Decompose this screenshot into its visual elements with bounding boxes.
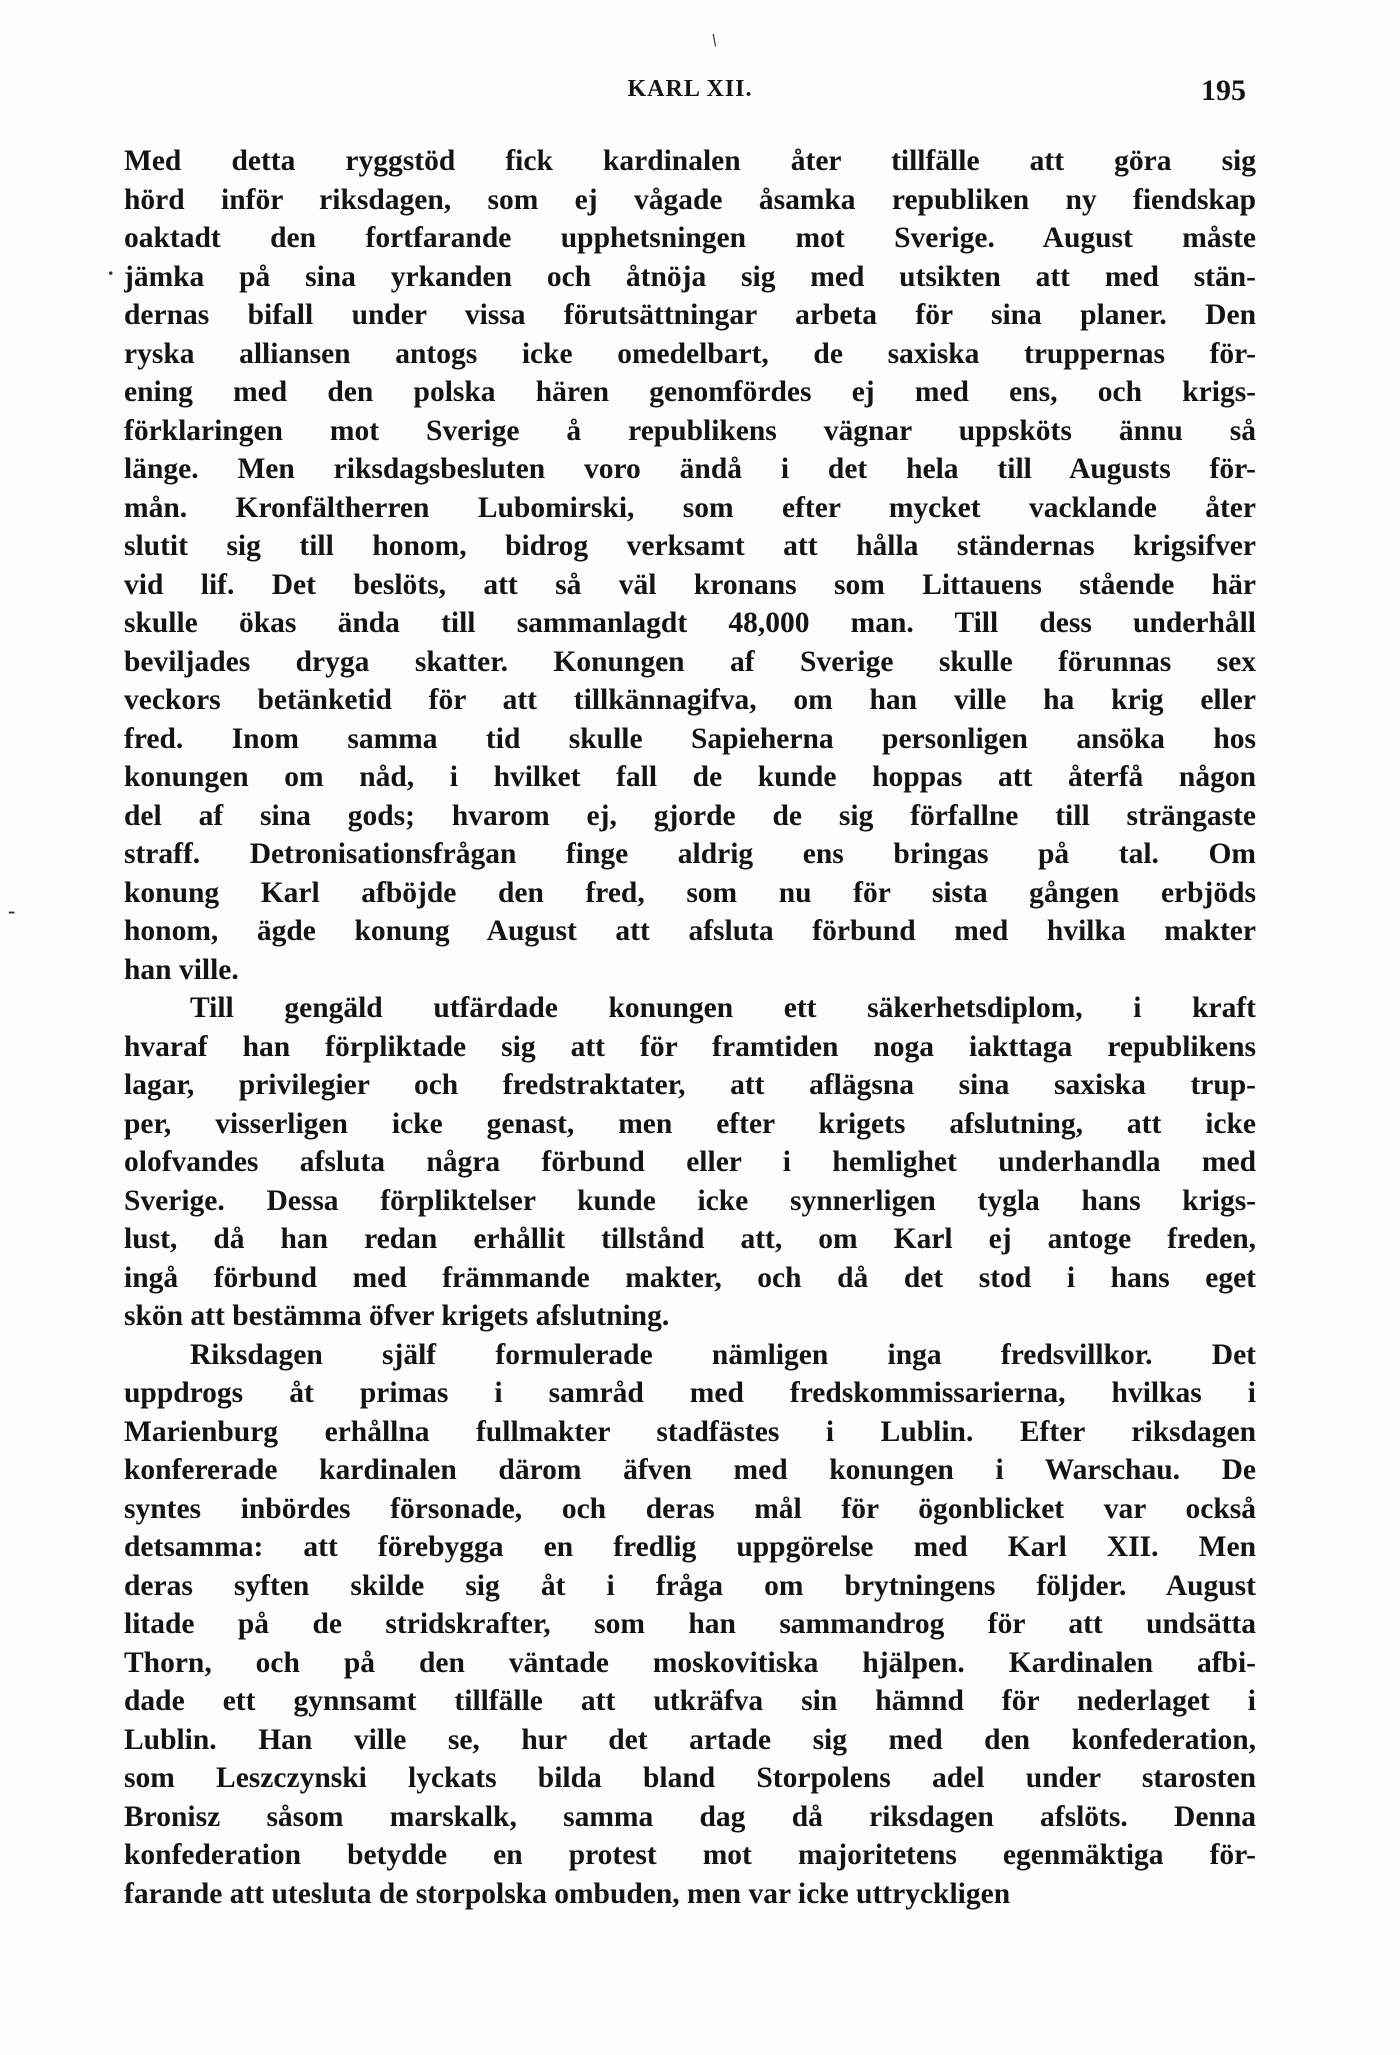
text-line: slutit sig till honom, bidrog verksamt att hålla ständernas krigsifver xyxy=(124,530,1256,562)
page-header xyxy=(124,76,1256,116)
text-line: lagar, privilegier och fredstraktater, att aflägsna sina saxiska trup- xyxy=(124,1069,1256,1101)
page-number: 195 xyxy=(1201,74,1246,107)
text-line: uppdrogs åt primas i samråd med fredskommissarierna, hvilkas i xyxy=(124,1377,1256,1409)
text-line: hörd inför riksdagen, som ej vågade åsamka republiken ny fiendskap xyxy=(124,183,1256,216)
text-line: veckors betänketid för att tillkännagifva, om han ville ha krig eller xyxy=(124,684,1256,716)
text-line: ingå förbund med främmande makter, och då det stod i hans eget xyxy=(124,1261,1256,1294)
text-line: dernas bifall under vissa förutsättningar arbeta för sina planer. Den xyxy=(124,299,1256,331)
paragraph xyxy=(124,1336,1256,1914)
text-line: detsamma: att förebygga en fredlig uppgörelse med Karl XII. Men xyxy=(124,1531,1256,1563)
scan-speck: . xyxy=(108,255,114,280)
text-line: Lublin. Han ville se, hur det artade sig med den konfederation, xyxy=(124,1723,1256,1756)
text-line: beviljades dryga skatter. Konungen af Sverige skulle förunnas sex xyxy=(124,645,1256,678)
text-line: Till gengäld utfärdade konungen ett säkerhetsdiplom, i kraft xyxy=(190,992,1256,1024)
text-line: fred. Inom samma tid skulle Sapieherna personligen ansöka hos xyxy=(124,722,1256,755)
text-line: straff. Detronisationsfrågan finge aldrig ens bringas på tal. Om xyxy=(124,838,1256,870)
text-line: ryska alliansen antogs icke omedelbart, de saxiska truppernas för- xyxy=(124,337,1256,370)
text-line: Med detta ryggstöd fick kardinalen åter tillfälle att göra sig xyxy=(124,145,1256,177)
text-line: jämka på sina yrkanden och åtnöja sig med utsikten att med stän- xyxy=(124,260,1256,293)
text-line: konfererade kardinalen därom äfven med konungen i Warschau. De xyxy=(124,1454,1256,1486)
text-line: mån. Kronfältherren Lubomirski, som efter mycket vacklande åter xyxy=(124,491,1256,524)
text-line: oaktadt den fortfarande upphetsningen mot Sverige. August måste xyxy=(124,222,1256,254)
paragraph xyxy=(124,989,1256,1336)
text-line: Bronisz såsom marskalk, samma dag då riksdagen afslöts. Denna xyxy=(124,1800,1256,1833)
text-line: förklaringen mot Sverige å republikens vägnar uppsköts ännu så xyxy=(124,414,1256,447)
text-line: syntes inbördes försonade, och deras mål för ögonblicket var också xyxy=(124,1492,1256,1525)
text-line: Sverige. Dessa förpliktelser kunde icke synnerligen tygla hans krigs- xyxy=(124,1184,1256,1217)
text-line: konfederation betydde en protest mot majoritetens egenmäktiga för- xyxy=(124,1839,1256,1871)
scan-speck: / xyxy=(707,30,722,50)
text-line: del af sina gods; hvarom ej, gjorde de sig förfallne till strängaste xyxy=(124,799,1256,832)
text-line: Marienburg erhållna fullmakter stadfästes i Lublin. Efter riksdagen xyxy=(124,1415,1256,1448)
text-line: olofvandes afsluta några förbund eller i hemlighet underhandla med xyxy=(124,1146,1256,1178)
running-title: KARL XII. xyxy=(627,76,753,102)
paragraph xyxy=(124,142,1256,989)
text-line: konungen om nåd, i hvilket fall de kunde hoppas att återfå någon xyxy=(124,761,1256,793)
text-line: deras syften skilde sig åt i fråga om brytningens följder. August xyxy=(124,1569,1256,1602)
body-text xyxy=(124,142,1256,1913)
text-line: länge. Men riksdagsbesluten voro ändå i det hela till Augusts för- xyxy=(124,453,1256,485)
text-line: vid lif. Det beslöts, att så väl kronans som Littauens stående här xyxy=(124,568,1256,601)
text-line: honom, ägde konung August att afsluta förbund med hvilka makter xyxy=(124,915,1256,947)
text-line: per, visserligen icke genast, men efter krigets afslutning, att icke xyxy=(124,1107,1256,1140)
text-line: skulle ökas ända till sammanlagdt 48,000 man. Till dess underhåll xyxy=(124,607,1256,639)
text-line: farande att utesluta de storpolska ombuden, men var icke uttryckligen xyxy=(124,1877,1011,1910)
text-line: skön att bestämma öfver krigets afslutning. xyxy=(124,1300,670,1332)
text-line: hvaraf han förpliktade sig att för framtiden noga iakttaga republikens xyxy=(124,1030,1256,1063)
text-line: han ville. xyxy=(124,953,239,986)
text-line: lust, då han redan erhållit tillstånd att, om Karl ej antoge freden, xyxy=(124,1223,1256,1255)
text-line: Riksdagen själf formulerade nämligen inga fredsvillkor. Det xyxy=(190,1338,1256,1371)
text-line: litade på de stridskrafter, som han sammandrog för att undsätta xyxy=(124,1608,1256,1640)
text-line: konung Karl afböjde den fred, som nu för sista gången erbjöds xyxy=(124,876,1256,909)
text-line: Thorn, och på den väntade moskovitiska hjälpen. Kardinalen afbi- xyxy=(124,1646,1256,1679)
text-line: dade ett gynnsamt tillfälle att utkräfva sin hämnd för nederlaget i xyxy=(124,1685,1256,1717)
scan-speck: - xyxy=(8,898,16,923)
text-line: ening med den polska hären genomfördes ej med ens, och krigs- xyxy=(124,376,1256,408)
text-line: som Leszczynski lyckats bilda bland Storpolens adel under starosten xyxy=(124,1762,1256,1794)
